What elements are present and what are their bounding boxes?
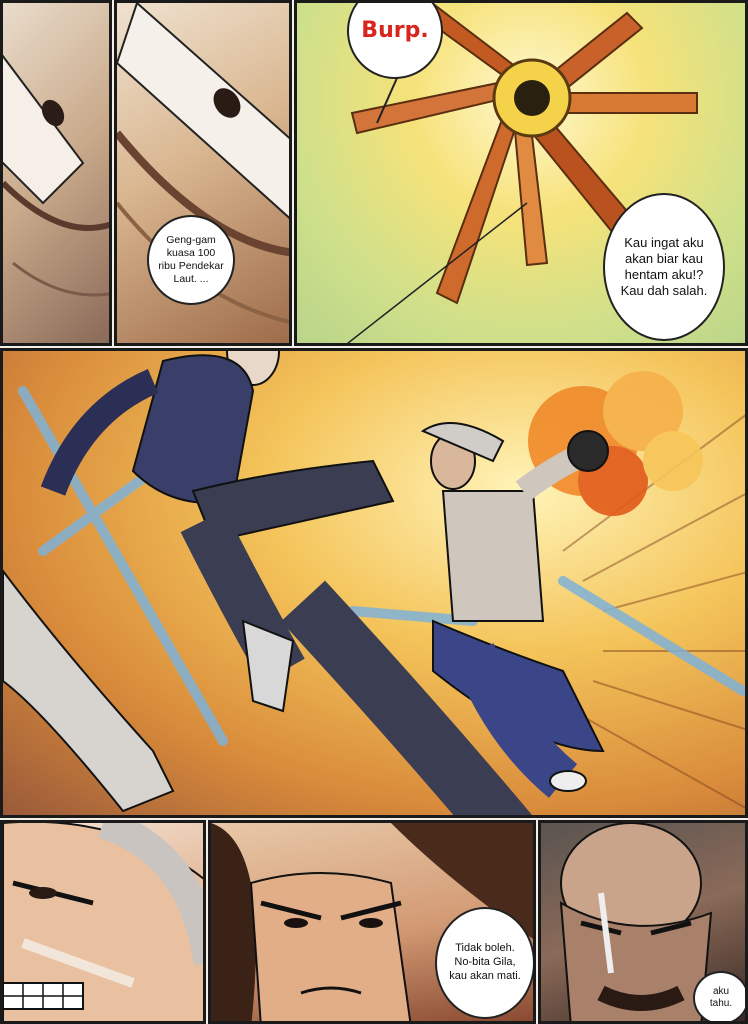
bubble-4-text: aku tahu. — [709, 985, 733, 1009]
battle-art — [3, 351, 748, 818]
speech-bubble-4 — [693, 971, 748, 1024]
panel-eye-left — [0, 0, 112, 346]
eye-left-art — [3, 3, 112, 346]
speech-bubble-2 — [603, 193, 725, 341]
panel-battle — [0, 348, 748, 818]
face-1-art — [3, 823, 206, 1024]
panel-face-1 — [0, 820, 206, 1024]
panel-face-2 — [208, 820, 536, 1024]
bubble-2-text: Kau ingat aku akan biar kau hentam aku!? Kau dah salah. — [620, 234, 708, 299]
panel-eye-right — [114, 0, 292, 346]
sfx-burp: Burp. — [361, 18, 429, 44]
speech-bubble-1 — [147, 215, 235, 305]
speech-bubble-3 — [435, 907, 535, 1019]
bubble-3-text: Tidak boleh. No-bita Gila, kau akan mati. — [449, 942, 521, 982]
panel-explosion — [294, 0, 748, 346]
panel-face-3 — [538, 820, 748, 1024]
bubble-1-text: Geng-gam kuasa 100 ribu Pendekar Laut. ... — [158, 233, 224, 286]
